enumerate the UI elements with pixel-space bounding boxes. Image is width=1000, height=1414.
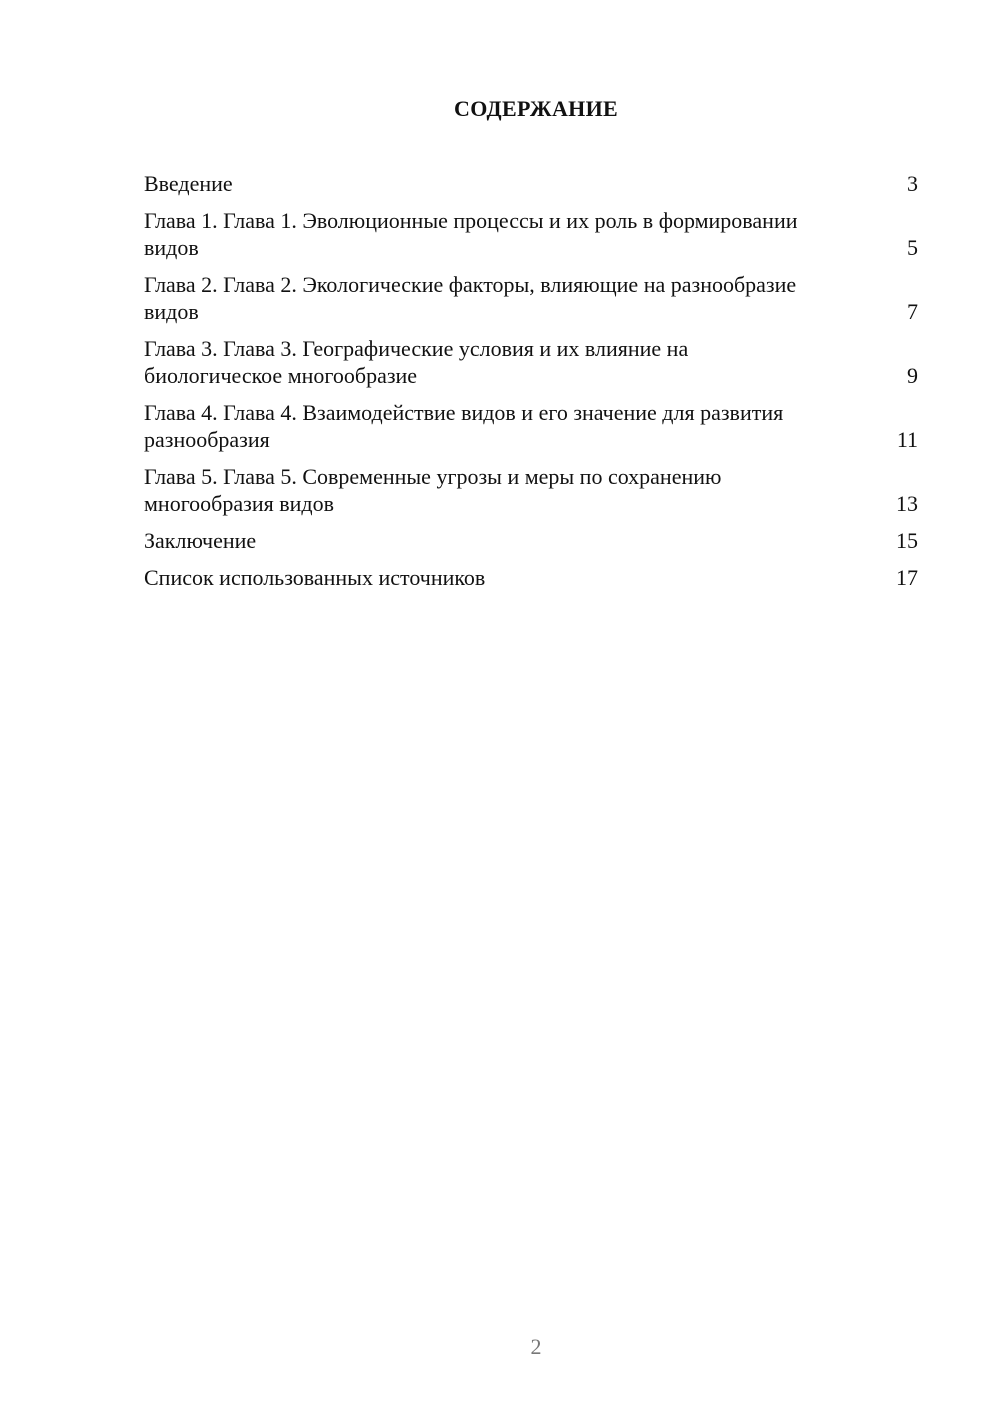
toc-entry-title: Глава 3. Глава 3. Географические условия и их влияние на биологическое многообразие	[144, 336, 689, 388]
toc-entry[interactable]	[144, 271, 918, 325]
toc-entry-title: Введение	[144, 171, 233, 196]
toc-entry-title: Глава 1. Глава 1. Эволюционные процессы и их роль в формировании видов	[144, 208, 798, 260]
toc-entry[interactable]	[144, 207, 918, 261]
page-number: 2	[530, 1334, 542, 1359]
toc-entry-page: 13	[896, 491, 918, 516]
toc-entry-page: 3	[907, 171, 918, 196]
toc-entry-title: Заключение	[144, 528, 257, 553]
toc-entry-page: 7	[907, 299, 918, 324]
toc-entry[interactable]	[144, 463, 918, 517]
page-title: СОДЕРЖАНИЕ	[454, 96, 618, 121]
toc-entry[interactable]	[144, 527, 918, 554]
toc-entry-title: Глава 5. Глава 5. Современные угрозы и меры по сохранению многообразия видов	[144, 464, 722, 516]
toc-entry-title: Глава 2. Глава 2. Экологические факторы, влияющие на разнообразие видов	[144, 272, 797, 324]
toc-entry-page: 5	[907, 235, 918, 260]
toc-entry-page: 17	[896, 565, 918, 590]
toc-entry[interactable]	[144, 564, 918, 591]
toc-entry-title: Список использованных источников	[144, 565, 486, 590]
toc-entry-title: Глава 4. Глава 4. Взаимодействие видов и его значение для развития разнообразия	[144, 400, 784, 452]
toc-entry[interactable]	[144, 170, 918, 197]
toc-entry[interactable]	[144, 335, 918, 389]
toc-entry-page: 9	[907, 363, 918, 388]
toc-entry-page: 11	[896, 427, 918, 452]
toc-entry[interactable]	[144, 399, 918, 453]
table-of-contents	[144, 170, 918, 601]
toc-entry-page: 15	[896, 528, 918, 553]
